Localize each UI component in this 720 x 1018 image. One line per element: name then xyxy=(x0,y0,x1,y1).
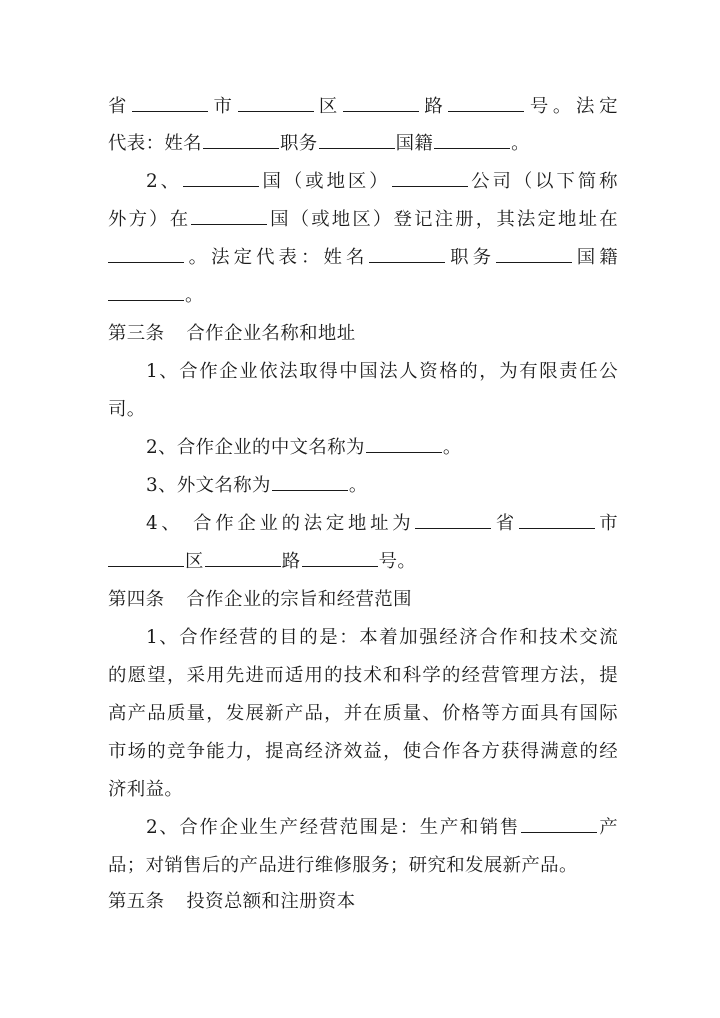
article-3-item-4-line-1 xyxy=(146,512,618,536)
text-segment: 产 xyxy=(597,817,618,838)
article-title: 合作企业名称和地址 xyxy=(186,323,356,344)
article-4-heading xyxy=(108,588,618,612)
text-segment: 路 xyxy=(281,551,301,572)
text-segment: 司。 xyxy=(108,399,146,420)
fill-blank[interactable] xyxy=(369,246,445,263)
text-segment: 济利益。 xyxy=(108,779,184,800)
text-segment: 国籍 xyxy=(395,133,434,154)
fill-blank[interactable] xyxy=(132,95,208,112)
text-segment: 公司（以下简称 xyxy=(468,171,618,192)
text-segment: 3、外文名称为 xyxy=(146,475,271,496)
text-segment: 国（或地区） xyxy=(260,171,391,192)
article-number: 第五条 xyxy=(108,891,165,912)
article-number: 第三条 xyxy=(108,323,165,344)
text-segment: 职务 xyxy=(446,247,496,268)
text-segment: 的愿望，采用先进而适用的技术和科学的经营管理方法，提 xyxy=(108,665,618,686)
address-line-1 xyxy=(108,95,618,119)
text-segment: 外方）在 xyxy=(108,209,191,230)
fill-blank[interactable] xyxy=(203,132,279,149)
fill-blank[interactable] xyxy=(366,436,442,453)
text-segment: 2、合作企业的中文名称为 xyxy=(146,437,365,458)
text-segment: 。 xyxy=(442,437,462,458)
article-4-item-2-line-1 xyxy=(146,816,618,840)
fill-blank[interactable] xyxy=(448,95,524,112)
text-segment: 职务 xyxy=(279,133,318,154)
text-segment: 2、合作企业生产经营范围是：生产和销售 xyxy=(146,817,520,838)
party-b-line-3 xyxy=(108,246,618,270)
fill-blank[interactable] xyxy=(434,132,510,149)
party-b-line-4 xyxy=(108,284,618,308)
text-segment: 1、合作经营的目的是：本着加强经济合作和技术交流 xyxy=(146,627,618,648)
text-segment: 代表：姓名 xyxy=(108,133,202,154)
fill-blank[interactable] xyxy=(519,512,595,529)
fill-blank[interactable] xyxy=(415,512,491,529)
fill-blank[interactable] xyxy=(108,284,184,301)
article-3-item-3 xyxy=(146,474,618,498)
text-segment: 。法定代表：姓名 xyxy=(185,247,369,268)
text-segment: 市 xyxy=(209,96,237,117)
text-segment: 区 xyxy=(185,551,204,572)
article-4-item-2-line-2 xyxy=(108,854,618,878)
article-5-heading xyxy=(108,890,618,914)
text-segment: 省 xyxy=(492,513,518,534)
fill-blank[interactable] xyxy=(238,95,314,112)
article-4-item-1-line-1 xyxy=(146,626,618,650)
text-segment: 国籍 xyxy=(573,247,618,268)
article-4-item-1-line-2 xyxy=(108,664,618,688)
text-segment: 。 xyxy=(185,285,204,306)
article-4-item-1-line-4 xyxy=(108,740,618,764)
fill-blank[interactable] xyxy=(191,208,267,225)
text-segment: 市场的竞争能力，提高经济效益，使合作各方获得满意的经 xyxy=(108,741,618,762)
party-b-line-1 xyxy=(146,170,618,194)
fill-blank[interactable] xyxy=(319,132,395,149)
fill-blank[interactable] xyxy=(392,170,468,187)
text-segment: 。 xyxy=(348,475,368,496)
text-segment: 省 xyxy=(108,96,132,117)
fill-blank[interactable] xyxy=(205,550,281,567)
representative-line xyxy=(108,132,618,156)
article-title: 投资总额和注册资本 xyxy=(186,891,356,912)
text-segment: 品；对销售后的产品进行维修服务；研究和发展新产品。 xyxy=(108,855,578,876)
text-segment: 2、 xyxy=(146,171,182,192)
text-segment: 路 xyxy=(420,96,448,117)
fill-blank[interactable] xyxy=(108,550,184,567)
text-segment: 号。 xyxy=(378,551,417,572)
text-segment: 1、合作企业依法取得中国法人资格的，为有限责任公 xyxy=(146,361,618,382)
article-number: 第四条 xyxy=(108,589,165,610)
text-segment: 4、 合作企业的法定地址为 xyxy=(146,513,415,534)
text-segment: 号。法定 xyxy=(525,96,618,117)
fill-blank[interactable] xyxy=(521,816,597,833)
fill-blank[interactable] xyxy=(183,170,259,187)
article-4-item-1-line-5 xyxy=(108,778,618,802)
fill-blank[interactable] xyxy=(496,246,572,263)
party-b-line-2 xyxy=(108,208,618,232)
fill-blank[interactable] xyxy=(302,550,378,567)
article-3-heading xyxy=(108,322,618,346)
article-3-item-1-line-2 xyxy=(108,398,618,422)
article-3-item-4-line-2 xyxy=(108,550,618,574)
text-segment: 。 xyxy=(511,133,530,154)
fill-blank[interactable] xyxy=(272,474,348,491)
text-segment: 高产品质量，发展新产品，并在质量、价格等方面具有国际 xyxy=(108,703,618,724)
article-title: 合作企业的宗旨和经营范围 xyxy=(186,589,412,610)
fill-blank[interactable] xyxy=(343,95,419,112)
text-segment: 市 xyxy=(595,513,619,534)
article-3-item-1-line-1 xyxy=(146,360,618,384)
article-3-item-2 xyxy=(146,436,618,460)
text-segment: 区 xyxy=(314,96,343,117)
article-4-item-1-line-3 xyxy=(108,702,618,726)
fill-blank[interactable] xyxy=(108,246,184,263)
text-segment: 国（或地区）登记注册，其法定地址在 xyxy=(268,209,618,230)
